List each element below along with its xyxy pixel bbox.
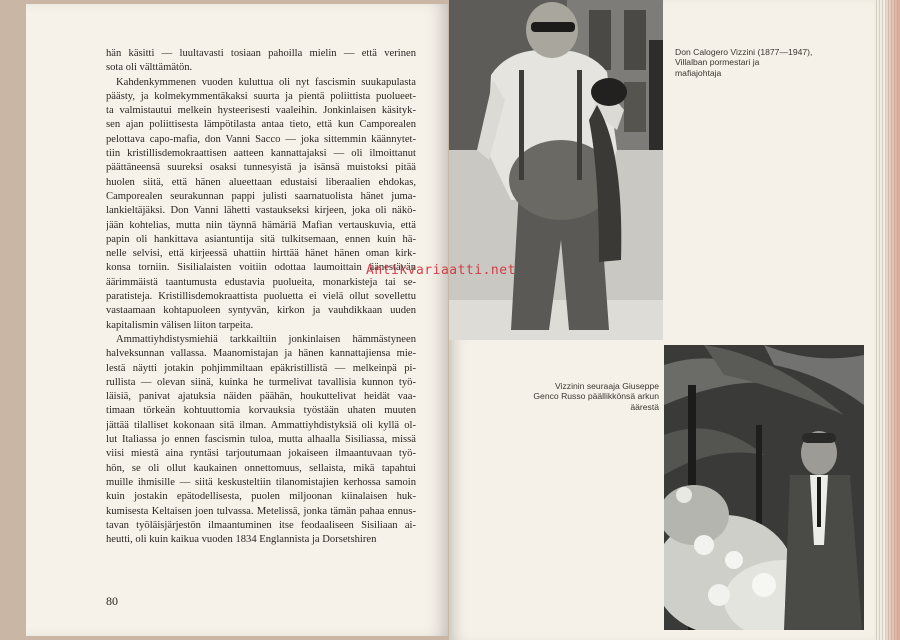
- text-line: jään kohtelias, mutta niin täynnä hämäriä Mafian vertauskuvia, että: [106, 219, 416, 231]
- page-number: 80: [106, 594, 118, 608]
- text-line: hön, se oli ollut kaukainen onnettomuus, sellaista, mikä tapahtui: [106, 462, 416, 474]
- text-line: pelottava capo-mafia, don Vanni Sacco — joka sittemmin käännytet-: [106, 133, 416, 145]
- text-line: papin oli hankittava asiantuntija sitä tulkitsemaan, ennen kuin hä-: [106, 233, 416, 245]
- text-line: äärimmäistä taantumusta edustavia puolueita, monarkisteja tai se-: [106, 276, 416, 288]
- text-line: päästy, ja kolmekymmentäkaksi suurta ja pientä poliittista puolueet-: [106, 90, 416, 102]
- caption-vizzini: [675, 47, 850, 78]
- text-line: päättäneensä suureksi osaksi tunnesyistä ja isänsä muistoksi pitää: [106, 162, 416, 174]
- text-line: timaan törkeän kohtuuttomia korvauksia työstään uhaten muuten: [106, 405, 416, 417]
- text-line: lut Italiassa jo ennen fascismin tuloa, mutta alhaalla Sisiliassa, missä: [106, 434, 416, 446]
- photo-vizzini: [449, 0, 663, 340]
- text-line: lestä näytti jotakin pohjimmiltaan epäkristillistä — melkeinpä pi-: [106, 362, 416, 374]
- caption-line: Villalban pormestari ja: [675, 57, 760, 68]
- caption-line: mafiajohtaja: [675, 67, 722, 78]
- body-text: [106, 47, 416, 547]
- text-line: lankieltäjäksi. Don Vanni lähetti vastaukseksi kirjeen, joka oli näkö-: [106, 205, 416, 217]
- cover-edge: [886, 0, 900, 640]
- text-line: Kahdenkymmenen vuoden kuluttua oli nyt fascismin suukapulasta: [116, 76, 416, 88]
- text-line: kuin jostakin epätodellisesta, puolen miljoonan kiinalaisen huk-: [106, 491, 416, 503]
- text-line: huolen siitä, että hänen alueettaan edustaisi liberaalien ehdokas,: [106, 176, 416, 188]
- text-line: heutti, oli kuin kaikua vuoden 1834 Englannista ja Dorsetshiren: [106, 534, 377, 546]
- text-line: sota oli välttämätön.: [106, 62, 193, 74]
- text-line: vastaamaan kohtapuoleen syntyvän, kirkon ja vauhdikkaan uuden: [106, 305, 416, 317]
- caption-line: Don Calogero Vizzini (1877—1947),: [675, 47, 813, 57]
- text-line: tiin kristillisdemokraattisen aatteen kannattajaksi — oli ilmoittanut: [106, 148, 416, 160]
- text-line: viisi miestä aina ryntäsi tarjoutumaan jokaiseen ilmaantuvaan työ-: [106, 448, 416, 460]
- text-line: läisiä, panivat ajatuksia näiden päähän, houkuttelivat heidät vaa-: [106, 391, 416, 403]
- text-line: kapitalismin välisen liiton tarpeita.: [106, 319, 254, 331]
- text-line: paratisteja. Kristillisdemokraattista puoluetta ei vielä ollut sovellettu: [106, 291, 416, 303]
- text-line: hän käsitti — luultavasti tosiaan pahoilla mielin — että verinen: [106, 48, 416, 59]
- text-line: Camporealen seurakunnan pappi julisti saarnatuolista hänet juma-: [106, 190, 416, 202]
- text-line: jättää tilalliset kokonaan sitä ilman. Ammattiyhdistyksiä oli kyllä ol-: [106, 419, 416, 431]
- photo-vizzini-illustration: [449, 0, 663, 340]
- caption-genco-russo: [509, 381, 659, 412]
- text-line: muille ihmisille — siitä keskusteltiin tilanomistajien kerhossa samoin: [106, 476, 416, 488]
- text-line: nelle selvisi, että kirjeessä uhattiin hirttää hänet hänen oman kirk-: [106, 248, 416, 260]
- text-line: sen ajan poliittisesta lämpötilasta antaa tieto, että kun Camporealen: [106, 119, 416, 131]
- watermark: Antikvariaatti.net: [366, 263, 516, 278]
- text-line: tavan työläisjärjestön ilmaantuminen itse feodaaliseen Sisiliaan ai-: [106, 519, 416, 531]
- text-line: Ammattiyhdistysmiehiä tarkkailtiin jonkinlaisen hämmästyneen: [116, 333, 416, 345]
- text-line: ta valmistautui melkein hysteerisesti vaaleihin. Jonkinlaisen käsityk-: [106, 105, 416, 117]
- caption-line: äärestä: [630, 401, 659, 412]
- photo-genco-russo-illustration: [664, 345, 864, 630]
- text-line: konsa torniin. Sisilialaisten voitiin odottaa laumoittain äänestävän: [106, 262, 416, 274]
- text-line: kumisesta Keltaisen joen tulvassa. Metelissä, jonka tämän pahaa ennus-: [106, 505, 416, 517]
- photo-genco-russo: [664, 345, 864, 630]
- caption-line: Genco Russo päällikkönsä arkun: [533, 391, 659, 402]
- text-line: halveksunnan vallassa. Maanomistajan ja hänen kannattajiensa mie-: [106, 348, 416, 360]
- text-line: rullista — olevan siinä, kuinka he turmelivat tavallisia kunnon työ-: [106, 376, 416, 388]
- caption-line: Vizzinin seuraaja Giuseppe: [555, 381, 659, 391]
